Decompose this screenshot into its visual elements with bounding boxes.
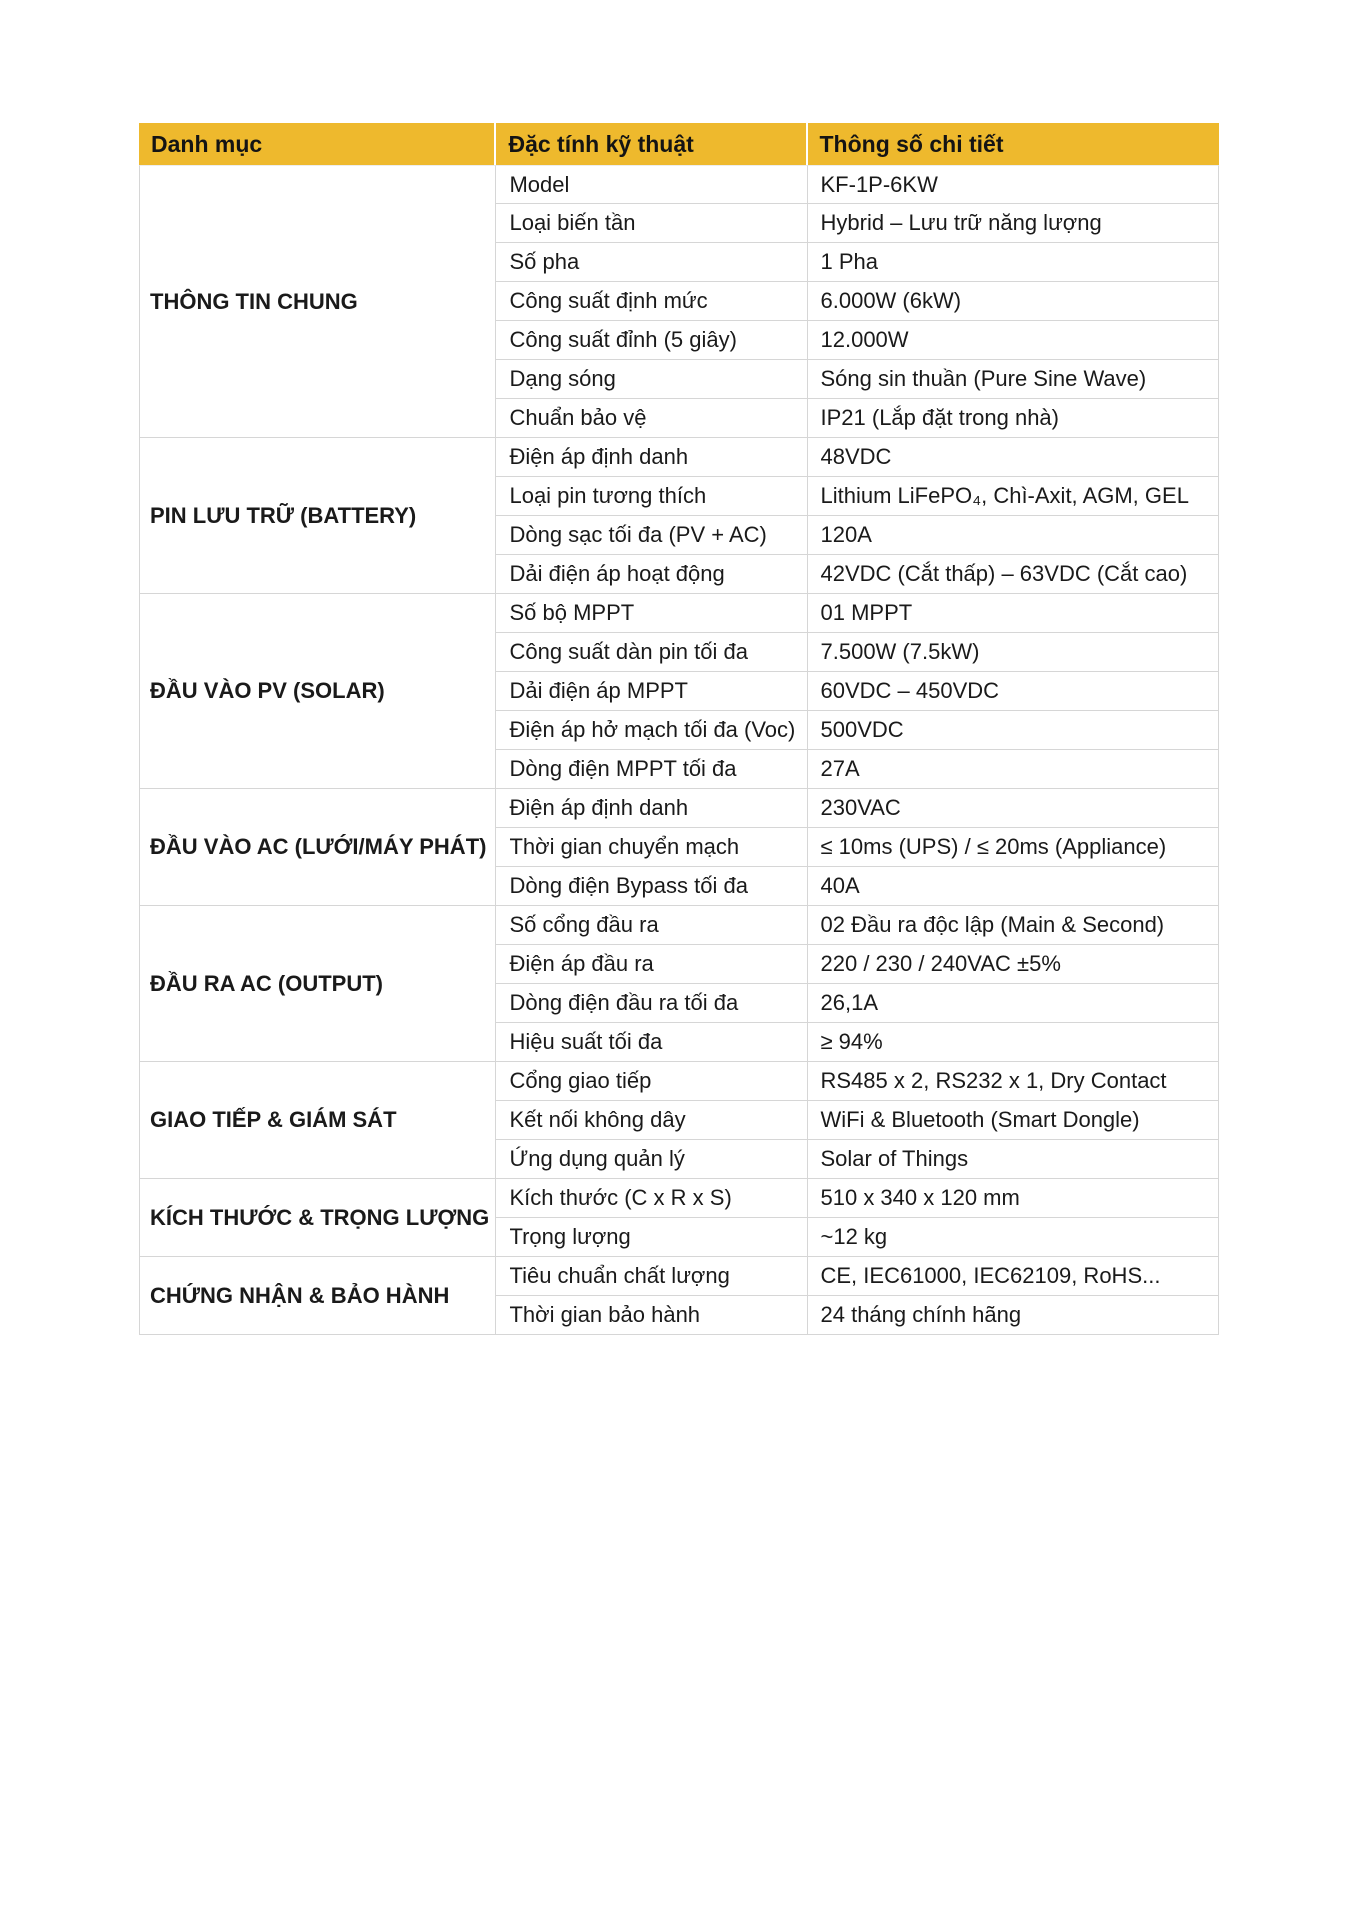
spec-value-cell: IP21 (Lắp đặt trong nhà) xyxy=(808,399,1220,438)
spec-value-cell: 01 MPPT xyxy=(808,594,1220,633)
category-cell: ĐẦU RA AC (OUTPUT) xyxy=(139,906,496,1062)
spec-name-cell: Dải điện áp MPPT xyxy=(496,672,807,711)
spec-name-cell: Số cổng đầu ra xyxy=(496,906,807,945)
spec-name-cell: Số bộ MPPT xyxy=(496,594,807,633)
table-row xyxy=(139,1179,1219,1218)
spec-name-cell: Dòng sạc tối đa (PV + AC) xyxy=(496,516,807,555)
spec-value-cell: Hybrid – Lưu trữ năng lượng xyxy=(808,204,1220,243)
spec-name-cell: Ứng dụng quản lý xyxy=(496,1140,807,1179)
spec-name-cell: Thời gian chuyển mạch xyxy=(496,828,807,867)
category-cell: KÍCH THƯỚC & TRỌNG LƯỢNG xyxy=(139,1179,496,1257)
table-row xyxy=(139,594,1219,633)
spec-name-cell: Điện áp định danh xyxy=(496,789,807,828)
spec-value-cell: 26,1A xyxy=(808,984,1220,1023)
spec-value-cell: 120A xyxy=(808,516,1220,555)
spec-value-cell: RS485 x 2, RS232 x 1, Dry Contact xyxy=(808,1062,1220,1101)
spec-name-cell: Công suất dàn pin tối đa xyxy=(496,633,807,672)
spec-value-cell: 42VDC (Cắt thấp) – 63VDC (Cắt cao) xyxy=(808,555,1220,594)
spec-value-cell: 02 Đầu ra độc lập (Main & Second) xyxy=(808,906,1220,945)
header-spec-name: Đặc tính kỹ thuật xyxy=(496,123,807,165)
table-row xyxy=(139,906,1219,945)
spec-value-cell: 48VDC xyxy=(808,438,1220,477)
spec-value-cell: 12.000W xyxy=(808,321,1220,360)
table-row xyxy=(139,789,1219,828)
category-cell: ĐẦU VÀO AC (LƯỚI/MÁY PHÁT) xyxy=(139,789,496,906)
spec-value-cell: 7.500W (7.5kW) xyxy=(808,633,1220,672)
spec-value-cell: 40A xyxy=(808,867,1220,906)
spec-value-cell: 230VAC xyxy=(808,789,1220,828)
spec-name-cell: Dòng điện đầu ra tối đa xyxy=(496,984,807,1023)
spec-table xyxy=(139,123,1219,1335)
spec-value-cell: 6.000W (6kW) xyxy=(808,282,1220,321)
table-row xyxy=(139,1257,1219,1296)
spec-name-cell: Kích thước (C x R x S) xyxy=(496,1179,807,1218)
spec-name-cell: Dải điện áp hoạt động xyxy=(496,555,807,594)
spec-name-cell: Điện áp đầu ra xyxy=(496,945,807,984)
table-row xyxy=(139,438,1219,477)
spec-value-cell: Lithium LiFePO₄, Chì-Axit, AGM, GEL xyxy=(808,477,1220,516)
spec-name-cell: Trọng lượng xyxy=(496,1218,807,1257)
spec-name-cell: Chuẩn bảo vệ xyxy=(496,399,807,438)
spec-name-cell: Dạng sóng xyxy=(496,360,807,399)
table-row xyxy=(139,165,1219,204)
spec-name-cell: Dòng điện Bypass tối đa xyxy=(496,867,807,906)
spec-value-cell: ~12 kg xyxy=(808,1218,1220,1257)
header-category: Danh mục xyxy=(139,123,496,165)
spec-value-cell: 220 / 230 / 240VAC ±5% xyxy=(808,945,1220,984)
spec-name-cell: Dòng điện MPPT tối đa xyxy=(496,750,807,789)
spec-value-cell: 60VDC – 450VDC xyxy=(808,672,1220,711)
spec-value-cell: Solar of Things xyxy=(808,1140,1220,1179)
header-spec-value: Thông số chi tiết xyxy=(808,123,1220,165)
spec-name-cell: Công suất định mức xyxy=(496,282,807,321)
table-row xyxy=(139,1062,1219,1101)
spec-name-cell: Công suất đỉnh (5 giây) xyxy=(496,321,807,360)
spec-value-cell: 510 x 340 x 120 mm xyxy=(808,1179,1220,1218)
category-cell: GIAO TIẾP & GIÁM SÁT xyxy=(139,1062,496,1179)
category-cell: PIN LƯU TRỮ (BATTERY) xyxy=(139,438,496,594)
spec-name-cell: Loại pin tương thích xyxy=(496,477,807,516)
spec-name-cell: Model xyxy=(496,165,807,204)
category-cell: ĐẦU VÀO PV (SOLAR) xyxy=(139,594,496,789)
spec-name-cell: Thời gian bảo hành xyxy=(496,1296,807,1335)
spec-name-cell: Hiệu suất tối đa xyxy=(496,1023,807,1062)
spec-name-cell: Kết nối không dây xyxy=(496,1101,807,1140)
spec-name-cell: Tiêu chuẩn chất lượng xyxy=(496,1257,807,1296)
spec-value-cell: CE, IEC61000, IEC62109, RoHS... xyxy=(808,1257,1220,1296)
spec-value-cell: Sóng sin thuần (Pure Sine Wave) xyxy=(808,360,1220,399)
category-cell: THÔNG TIN CHUNG xyxy=(139,165,496,438)
spec-name-cell: Cổng giao tiếp xyxy=(496,1062,807,1101)
spec-value-cell: 24 tháng chính hãng xyxy=(808,1296,1220,1335)
spec-value-cell: ≤ 10ms (UPS) / ≤ 20ms (Appliance) xyxy=(808,828,1220,867)
table-header-row xyxy=(139,123,1219,165)
spec-value-cell: 27A xyxy=(808,750,1220,789)
spec-value-cell: 1 Pha xyxy=(808,243,1220,282)
spec-name-cell: Điện áp hở mạch tối đa (Voc) xyxy=(496,711,807,750)
spec-name-cell: Số pha xyxy=(496,243,807,282)
spec-name-cell: Loại biến tần xyxy=(496,204,807,243)
category-cell: CHỨNG NHẬN & BẢO HÀNH xyxy=(139,1257,496,1335)
spec-value-cell: WiFi & Bluetooth (Smart Dongle) xyxy=(808,1101,1220,1140)
spec-value-cell: 500VDC xyxy=(808,711,1220,750)
spec-name-cell: Điện áp định danh xyxy=(496,438,807,477)
spec-value-cell: ≥ 94% xyxy=(808,1023,1220,1062)
spec-value-cell: KF-1P-6KW xyxy=(808,165,1220,204)
